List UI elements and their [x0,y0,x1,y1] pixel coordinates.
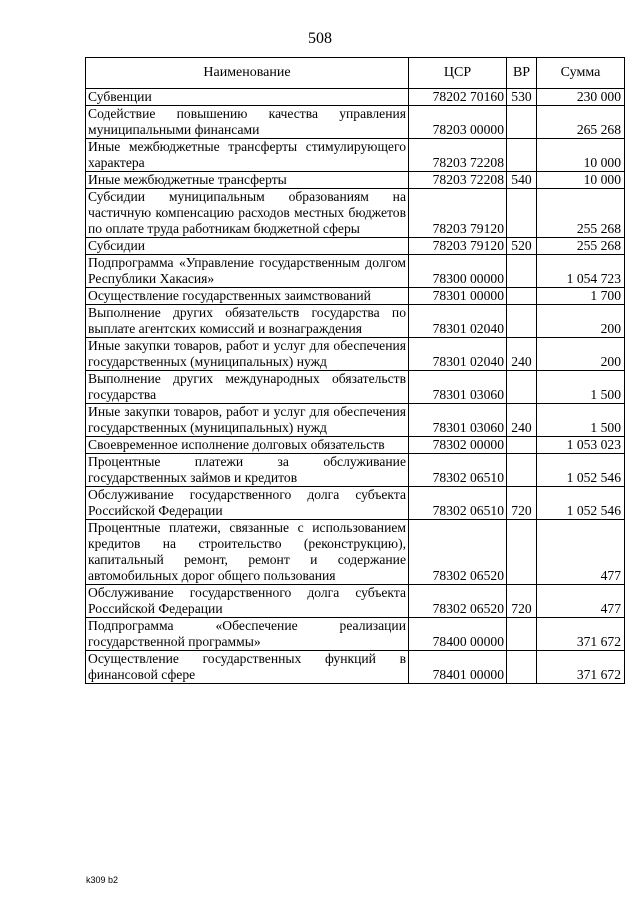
row-sum: 10 000 [537,172,625,189]
column-header-vr: ВР [507,58,537,89]
row-name: Осуществление государственных заимствований [86,288,409,305]
row-sum: 255 268 [537,189,625,238]
row-csr: 78301 00000 [409,288,507,305]
row-sum: 1 054 723 [537,255,625,288]
row-vr [507,618,537,651]
row-vr [507,454,537,487]
row-csr: 78302 00000 [409,437,507,454]
row-csr: 78203 79120 [409,238,507,255]
row-name: Выполнение других обязательств государства по выплате агентских комиссий и вознаграждения [86,305,409,338]
table-row [86,487,625,520]
row-sum: 230 000 [537,89,625,106]
row-sum: 10 000 [537,139,625,172]
table-row [86,139,625,172]
row-name: Обслуживание государственного долга субъекта Российской Федерации [86,487,409,520]
table-header-row [86,58,625,89]
row-csr: 78302 06510 [409,487,507,520]
row-csr: 78203 00000 [409,106,507,139]
row-name: Обслуживание государственного долга субъекта Российской Федерации [86,585,409,618]
row-vr [507,106,537,139]
row-name: Субвенции [86,89,409,106]
row-vr [507,651,537,684]
row-sum: 477 [537,520,625,585]
table-row [86,255,625,288]
table-row [86,404,625,437]
budget-table [85,57,625,684]
row-name: Осуществление государственных функций в финансовой сфере [86,651,409,684]
row-name: Выполнение других международных обязательств государства [86,371,409,404]
row-sum: 1 053 023 [537,437,625,454]
row-vr [507,305,537,338]
row-name: Иные закупки товаров, работ и услуг для обеспечения государственных (муниципальных) нужд [86,404,409,437]
table-row [86,651,625,684]
row-sum: 1 500 [537,371,625,404]
row-csr: 78203 79120 [409,189,507,238]
row-csr: 78301 02040 [409,338,507,371]
table-row [86,454,625,487]
table-row [86,618,625,651]
row-name: Подпрограмма «Обеспечение реализации государственной программы» [86,618,409,651]
row-sum: 265 268 [537,106,625,139]
row-name: Подпрограмма «Управление государственным долгом Республики Хакасия» [86,255,409,288]
row-csr: 78302 06520 [409,520,507,585]
row-vr: 720 [507,487,537,520]
row-vr [507,437,537,454]
table-row [86,189,625,238]
table-row [86,520,625,585]
row-name: Субсидии муниципальным образованиям на частичную компенсацию расходов местных бюджетов по оплате труда работникам бюджетной сферы [86,189,409,238]
row-csr: 78302 06520 [409,585,507,618]
row-name: Процентные платежи, связанные с использованием кредитов на строительство (реконструкцию), капитальный ремонт, ремонт и содержание автомобильных дорог общего пользования [86,520,409,585]
table-row [86,305,625,338]
row-vr [507,255,537,288]
column-header-name: Наименование [86,58,409,89]
row-name: Иные межбюджетные трансферты стимулирующего характера [86,139,409,172]
row-name: Своевременное исполнение долговых обязательств [86,437,409,454]
column-header-csr: ЦСР [409,58,507,89]
row-vr: 520 [507,238,537,255]
row-name: Процентные платежи за обслуживание государственных займов и кредитов [86,454,409,487]
table-row [86,238,625,255]
row-vr [507,520,537,585]
table-row [86,338,625,371]
row-vr: 540 [507,172,537,189]
row-sum: 477 [537,585,625,618]
row-sum: 371 672 [537,651,625,684]
row-sum: 255 268 [537,238,625,255]
footer-code: k309 b2 [86,875,119,885]
row-sum: 1 052 546 [537,487,625,520]
row-vr [507,189,537,238]
row-sum: 1 052 546 [537,454,625,487]
row-vr: 720 [507,585,537,618]
row-csr: 78301 03060 [409,371,507,404]
table-row [86,89,625,106]
row-name: Содействие повышению качества управления муниципальными финансами [86,106,409,139]
row-sum: 1 500 [537,404,625,437]
column-header-sum: Сумма [537,58,625,89]
row-csr: 78401 00000 [409,651,507,684]
row-vr [507,371,537,404]
row-sum: 200 [537,338,625,371]
row-sum: 1 700 [537,288,625,305]
table-row [86,437,625,454]
row-sum: 371 672 [537,618,625,651]
row-vr: 240 [507,404,537,437]
row-vr [507,139,537,172]
table-row [86,288,625,305]
table-row [86,371,625,404]
row-csr: 78203 72208 [409,172,507,189]
row-csr: 78400 00000 [409,618,507,651]
row-csr: 78301 03060 [409,404,507,437]
row-csr: 78202 70160 [409,89,507,106]
row-name: Иные межбюджетные трансферты [86,172,409,189]
table-row [86,585,625,618]
row-vr: 530 [507,89,537,106]
row-csr: 78301 02040 [409,305,507,338]
table-row [86,172,625,189]
row-csr: 78302 06510 [409,454,507,487]
page-number: 508 [308,30,332,47]
table-row [86,106,625,139]
row-sum: 200 [537,305,625,338]
row-vr: 240 [507,338,537,371]
row-name: Иные закупки товаров, работ и услуг для обеспечения государственных (муниципальных) нужд [86,338,409,371]
row-csr: 78203 72208 [409,139,507,172]
row-name: Субсидии [86,238,409,255]
row-vr [507,288,537,305]
row-csr: 78300 00000 [409,255,507,288]
